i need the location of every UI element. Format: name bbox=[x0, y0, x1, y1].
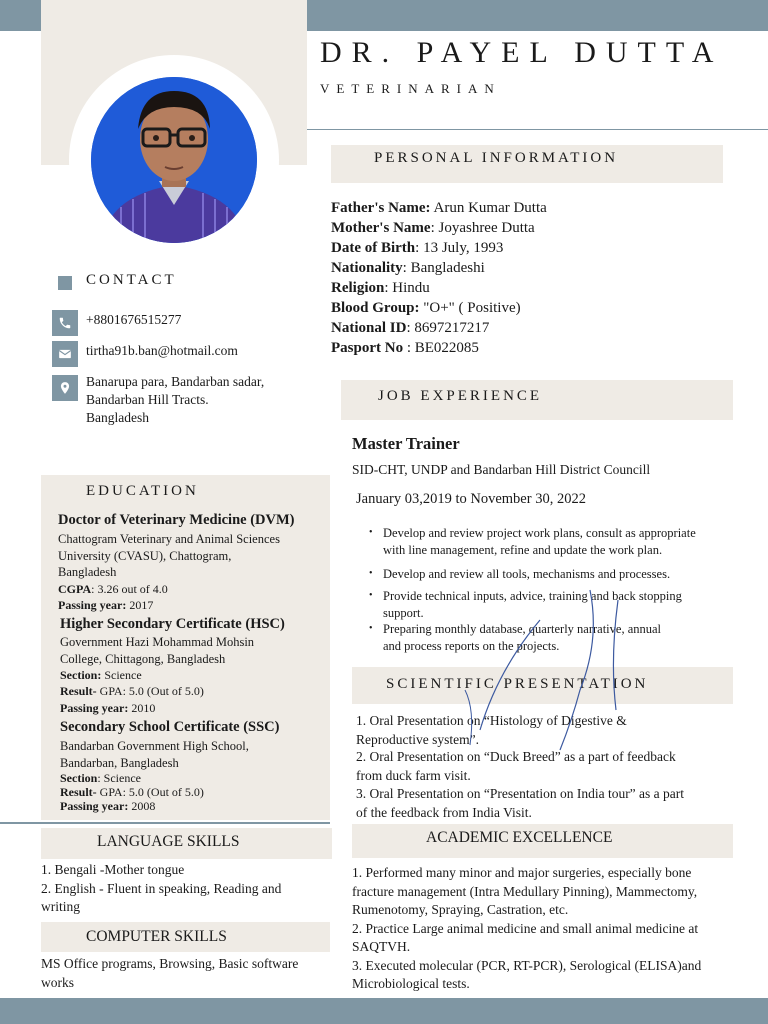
job-bullet-4: • Preparing monthly database, quarterly narrative, annual and process reports on the projects. bbox=[383, 621, 661, 654]
nationality-field: Nationality: Bangladeshi bbox=[331, 260, 485, 276]
dob-field: Date of Birth: 13 July, 1993 bbox=[331, 240, 504, 256]
person-name: DR. PAYEL DUTTA bbox=[320, 36, 724, 69]
language-heading: LANGUAGE SKILLS bbox=[97, 833, 240, 850]
ssc-year: Passing year: 2008 bbox=[60, 799, 156, 813]
blood-group-field: Blood Group: "O+" ( Positive) bbox=[331, 300, 521, 316]
ssc-institution: Bandarban Government High School, Bandarban, Bangladesh bbox=[60, 739, 249, 770]
language-list: 1. Bengali -Mother tongue 2. English - Fluent in speaking, Reading and writing bbox=[41, 862, 282, 914]
header-divider bbox=[307, 129, 768, 130]
contact-bullet bbox=[58, 276, 72, 290]
ssc-section: Section: Science bbox=[60, 771, 141, 785]
phone-number[interactable]: +8801676515277 bbox=[86, 312, 182, 327]
hsc-result: Result- GPA: 5.0 (Out of 5.0) bbox=[60, 684, 204, 698]
religion-field: Religion: Hindu bbox=[331, 280, 430, 296]
pen-marks bbox=[440, 560, 640, 760]
mail-icon bbox=[52, 341, 78, 367]
presentation-3: 3. Oral Presentation on “Presentation on India tour” as a part of the feedback from India Visit. bbox=[356, 786, 685, 820]
job-role: Master Trainer bbox=[352, 434, 460, 453]
location-pin-icon bbox=[52, 375, 78, 401]
job-bullet-2: • Develop and review all tools, mechanisms and processes. bbox=[383, 566, 670, 583]
dvm-cgpa: CGPA: 3.26 out of 4.0 bbox=[58, 582, 168, 596]
job-bullet-1: • Develop and review project work plans, consult as appropriate with line management, refine and update the work plan. bbox=[383, 525, 696, 558]
national-id-field: National ID: 8697217217 bbox=[331, 320, 490, 336]
hsc-section: Section: Science bbox=[60, 668, 142, 682]
ssc-degree: Secondary School Certificate (SSC) bbox=[60, 719, 280, 735]
job-experience-heading: JOB EXPERIENCE bbox=[378, 388, 543, 404]
person-portrait-icon bbox=[91, 77, 257, 243]
computer-skills-text: MS Office programs, Browsing, Basic software works bbox=[41, 956, 299, 990]
ssc-result: Result- GPA: 5.0 (Out of 5.0) bbox=[60, 785, 204, 799]
address-line-1: Banarupa para, Bandarban sadar, bbox=[86, 374, 265, 389]
job-title: VETERINARIAN bbox=[320, 81, 501, 96]
personal-info-heading: PERSONAL INFORMATION bbox=[374, 150, 619, 166]
job-organization: SID-CHT, UNDP and Bandarban Hill District Councill bbox=[352, 462, 651, 477]
presentation-2: 2. Oral Presentation on “Duck Breed” as a part of feedback from duck farm visit. bbox=[356, 749, 676, 783]
dvm-year: Passing year: 2017 bbox=[58, 598, 154, 612]
hsc-degree: Higher Secondary Certificate (HSC) bbox=[60, 616, 285, 632]
hsc-year: Passing year: 2010 bbox=[60, 701, 156, 715]
phone-icon bbox=[52, 310, 78, 336]
section-divider bbox=[0, 822, 330, 824]
dvm-institution: Chattogram Veterinary and Animal Sciences University (CVASU), Chattogram, Bangladesh bbox=[58, 532, 280, 579]
job-dates: January 03,2019 to November 30, 2022 bbox=[356, 491, 586, 507]
profile-photo bbox=[91, 77, 257, 243]
father-name-field: Father's Name: Arun Kumar Dutta bbox=[331, 200, 547, 216]
email-address[interactable]: tirtha91b.ban@hotmail.com bbox=[86, 343, 238, 358]
address-line-2: Bandarban Hill Tracts. bbox=[86, 392, 209, 407]
job-bullet-3: • Provide technical inputs, advice, training and back stopping support. bbox=[383, 588, 682, 621]
mother-name-field: Mother's Name: Joyashree Dutta bbox=[331, 220, 535, 236]
presentation-1: 1. Oral Presentation on “Histology of Digestive & Reproductive system”. bbox=[356, 713, 627, 747]
education-heading: EDUCATION bbox=[86, 483, 199, 499]
passport-field: Pasport No : BE022085 bbox=[331, 340, 479, 356]
academic-heading: ACADEMIC EXCELLENCE bbox=[426, 829, 613, 846]
scientific-heading: SCIENTIFIC PRESENTATION bbox=[386, 676, 649, 692]
computer-heading: COMPUTER SKILLS bbox=[86, 928, 227, 945]
bottom-band bbox=[0, 998, 768, 1024]
hsc-institution: Government Hazi Mohammad Mohsin College, Chittagong, Bangladesh bbox=[60, 635, 255, 666]
address-line-3: Bangladesh bbox=[86, 410, 149, 425]
academic-list: 1. Performed many minor and major surgeries, especially bone fracture management (Intra Medullary Pinning), Mammectomy, Rumenotomy, Spraying, Castration, etc. 2. Practice Large animal medicine and small animal medicine at SAQTVH. 3. Executed molecular (PCR, RT-PCR), Serological (ELISA)and Microbiological tests. bbox=[352, 865, 702, 991]
dvm-degree: Doctor of Veterinary Medicine (DVM) bbox=[58, 512, 295, 528]
contact-heading: CONTACT bbox=[86, 272, 177, 288]
